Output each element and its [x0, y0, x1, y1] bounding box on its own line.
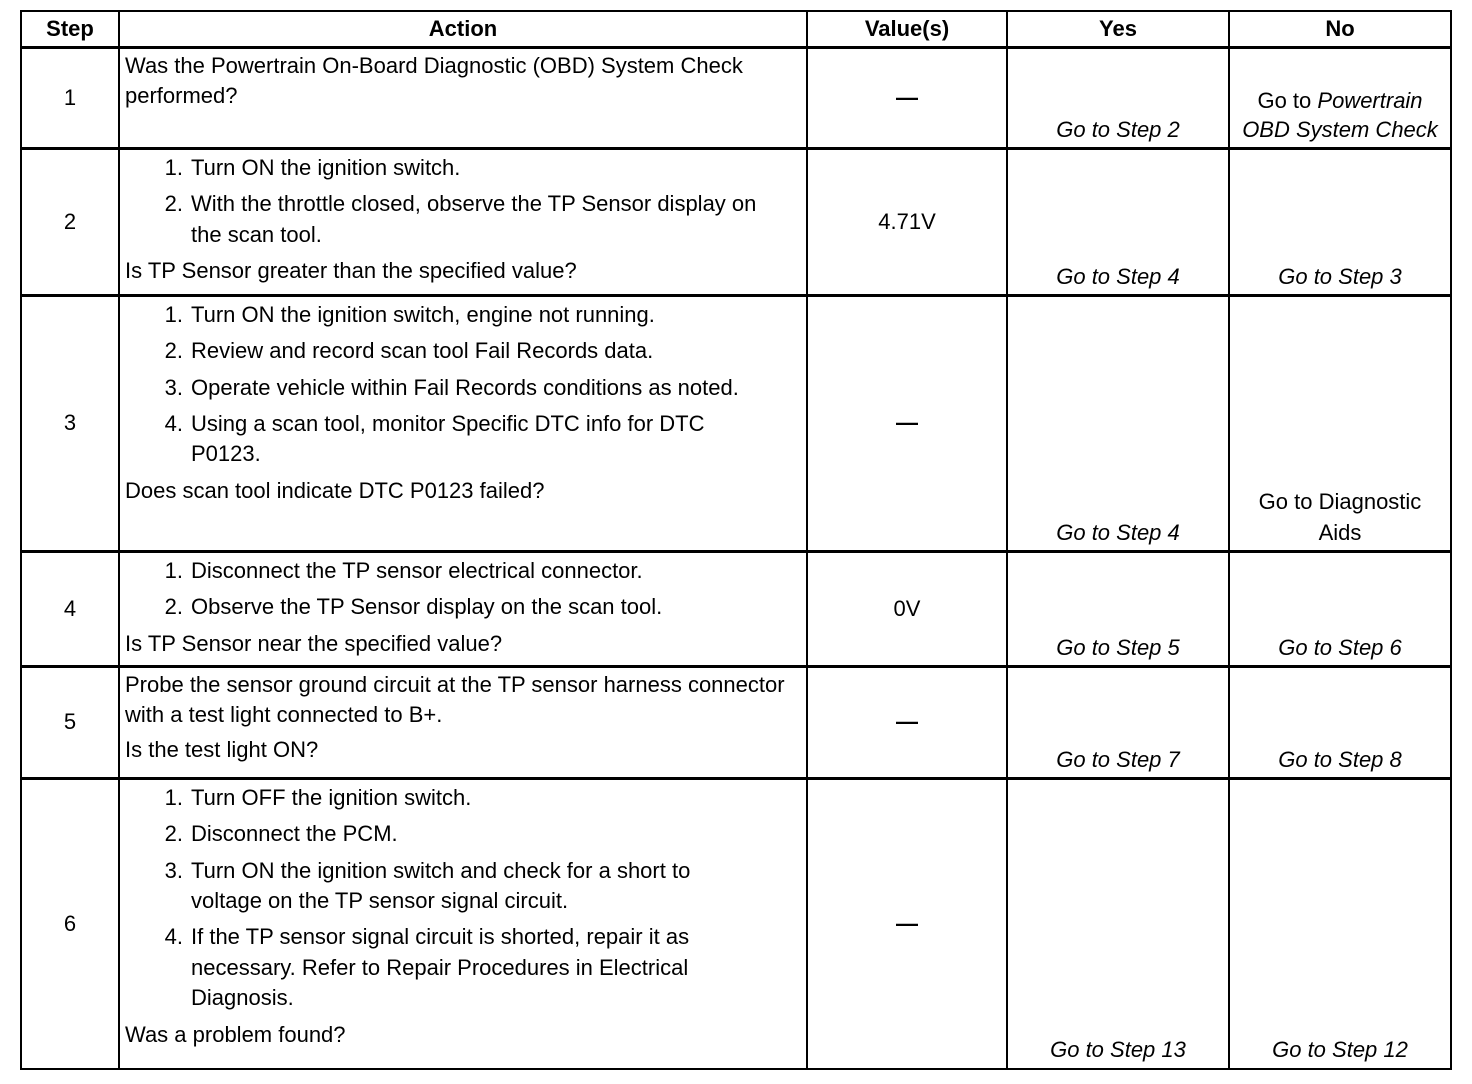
- step-item-number: 4.: [164, 411, 183, 437]
- action-step-item: [125, 819, 801, 849]
- step-item-text: Turn ON the ignition switch.: [191, 155, 461, 180]
- step-item-number: 2.: [164, 821, 183, 847]
- header-step: Step: [21, 11, 119, 48]
- header-row: [21, 11, 1451, 48]
- action-step-item: [125, 856, 801, 917]
- action-question: Is the test light ON?: [125, 736, 319, 762]
- step-number: 4: [21, 552, 119, 667]
- yes-cell: Go to Step 4: [1007, 149, 1229, 296]
- step-item-text: Observe the TP Sensor display on the scan tool.: [191, 594, 663, 620]
- step-number: 6: [21, 779, 119, 1069]
- header-yes: Yes: [1007, 11, 1229, 48]
- action-step-item: [125, 556, 801, 586]
- action-step-item: [125, 409, 801, 470]
- no-cell: [1229, 48, 1451, 149]
- header-action: Action: [119, 11, 807, 48]
- step-item-text: Turn ON the ignition switch, engine not running.: [191, 302, 655, 327]
- step-item-text: If the TP sensor signal circuit is shorted, repair it as necessary. Refer to Repair Procedures in Electrical Diagnosis.: [191, 924, 690, 1011]
- action-steps: [125, 783, 801, 1014]
- table-row-step-3: [21, 296, 1451, 552]
- table-row-step-6: [21, 779, 1451, 1069]
- step-item-text: Review and record scan tool Fail Records data.: [191, 338, 654, 364]
- step-item-number: 1.: [164, 558, 183, 583]
- value-cell: —: [807, 667, 1007, 779]
- action-cell: [119, 149, 807, 296]
- table-row-step-5: [21, 667, 1451, 779]
- no-cell: Go to Diagnostic Aids: [1229, 296, 1451, 552]
- no-cell: Go to Step 12: [1229, 779, 1451, 1069]
- step-item-number: 1.: [164, 302, 183, 327]
- step-item-text: Operate vehicle within Fail Records conditions as noted.: [191, 374, 739, 400]
- action-cell: [119, 779, 807, 1069]
- step-item-number: 1.: [164, 785, 183, 810]
- action-step-item: [125, 592, 801, 622]
- value-cell: —: [807, 296, 1007, 552]
- step-item-number: 3.: [164, 374, 183, 400]
- action-step-item: [125, 153, 801, 183]
- yes-cell: Go to Step 13: [1007, 779, 1229, 1069]
- action-step-item: [125, 300, 801, 330]
- no-cell: Go to Step 6: [1229, 552, 1451, 667]
- no-emphasis: Powertrain OBD System Check: [1242, 87, 1438, 143]
- step-item-number: 2.: [164, 191, 183, 217]
- yes-cell: Go to Step 4: [1007, 296, 1229, 552]
- table-row-step-2: [21, 149, 1451, 296]
- action-question: Does scan tool indicate DTC P0123 failed?: [125, 477, 545, 503]
- action-steps: [125, 300, 801, 470]
- step-number: 3: [21, 296, 119, 552]
- step-item-number: 1.: [164, 155, 183, 180]
- action-cell: [119, 296, 807, 552]
- step-number: 2: [21, 149, 119, 296]
- no-cell: Go to Step 3: [1229, 149, 1451, 296]
- value-cell: 4.71V: [807, 149, 1007, 296]
- table-row-step-4: [21, 552, 1451, 667]
- value-cell: 0V: [807, 552, 1007, 667]
- header-no: No: [1229, 11, 1451, 48]
- step-item-number: 2.: [164, 594, 183, 620]
- action-step-item: [125, 922, 801, 1013]
- action-step-item: [125, 373, 801, 403]
- value-cell: —: [807, 779, 1007, 1069]
- step-item-text: Disconnect the TP sensor electrical connector.: [191, 558, 643, 583]
- action-text: Was the Powertrain On-Board Diagnostic (OBD) System Check performed?: [125, 53, 743, 109]
- table-row-step-1: [21, 48, 1451, 149]
- action-steps: [125, 153, 801, 250]
- step-item-text: Turn OFF the ignition switch.: [191, 785, 472, 810]
- yes-cell: Go to Step 5: [1007, 552, 1229, 667]
- step-item-number: 4.: [164, 924, 183, 950]
- no-cell: Go to Step 8: [1229, 667, 1451, 779]
- step-item-text: Disconnect the PCM.: [191, 821, 398, 847]
- step-item-text: Turn ON the ignition switch and check for a short to voltage on the TP sensor signal circuit.: [191, 857, 691, 914]
- action-cell: [119, 552, 807, 667]
- action-text: Probe the sensor ground circuit at the TP sensor harness connector with a test light connected to B+.: [125, 672, 785, 728]
- action-question: Was a problem found?: [125, 1021, 346, 1047]
- action-question: Is TP Sensor near the specified value?: [125, 630, 503, 656]
- diagnostic-table: [20, 10, 1452, 1070]
- step-item-text: Using a scan tool, monitor Specific DTC info for DTC P0123.: [191, 411, 705, 467]
- action-step-item: [125, 336, 801, 366]
- action-question: Is TP Sensor greater than the specified value?: [125, 258, 577, 284]
- action-step-item: [125, 189, 801, 250]
- yes-cell: Go to Step 7: [1007, 667, 1229, 779]
- action-step-item: [125, 783, 801, 813]
- action-cell: [119, 667, 807, 779]
- action-steps: [125, 556, 801, 623]
- header-values: Value(s): [807, 11, 1007, 48]
- action-cell: [119, 48, 807, 149]
- value-cell: —: [807, 48, 1007, 149]
- step-item-number: 3.: [164, 857, 183, 883]
- yes-cell: Go to Step 2: [1007, 48, 1229, 149]
- no-prefix: Go to: [1257, 87, 1312, 113]
- step-item-number: 2.: [164, 338, 183, 364]
- step-number: 5: [21, 667, 119, 779]
- step-number: 1: [21, 48, 119, 149]
- step-item-text: With the throttle closed, observe the TP Sensor display on the scan tool.: [191, 191, 757, 247]
